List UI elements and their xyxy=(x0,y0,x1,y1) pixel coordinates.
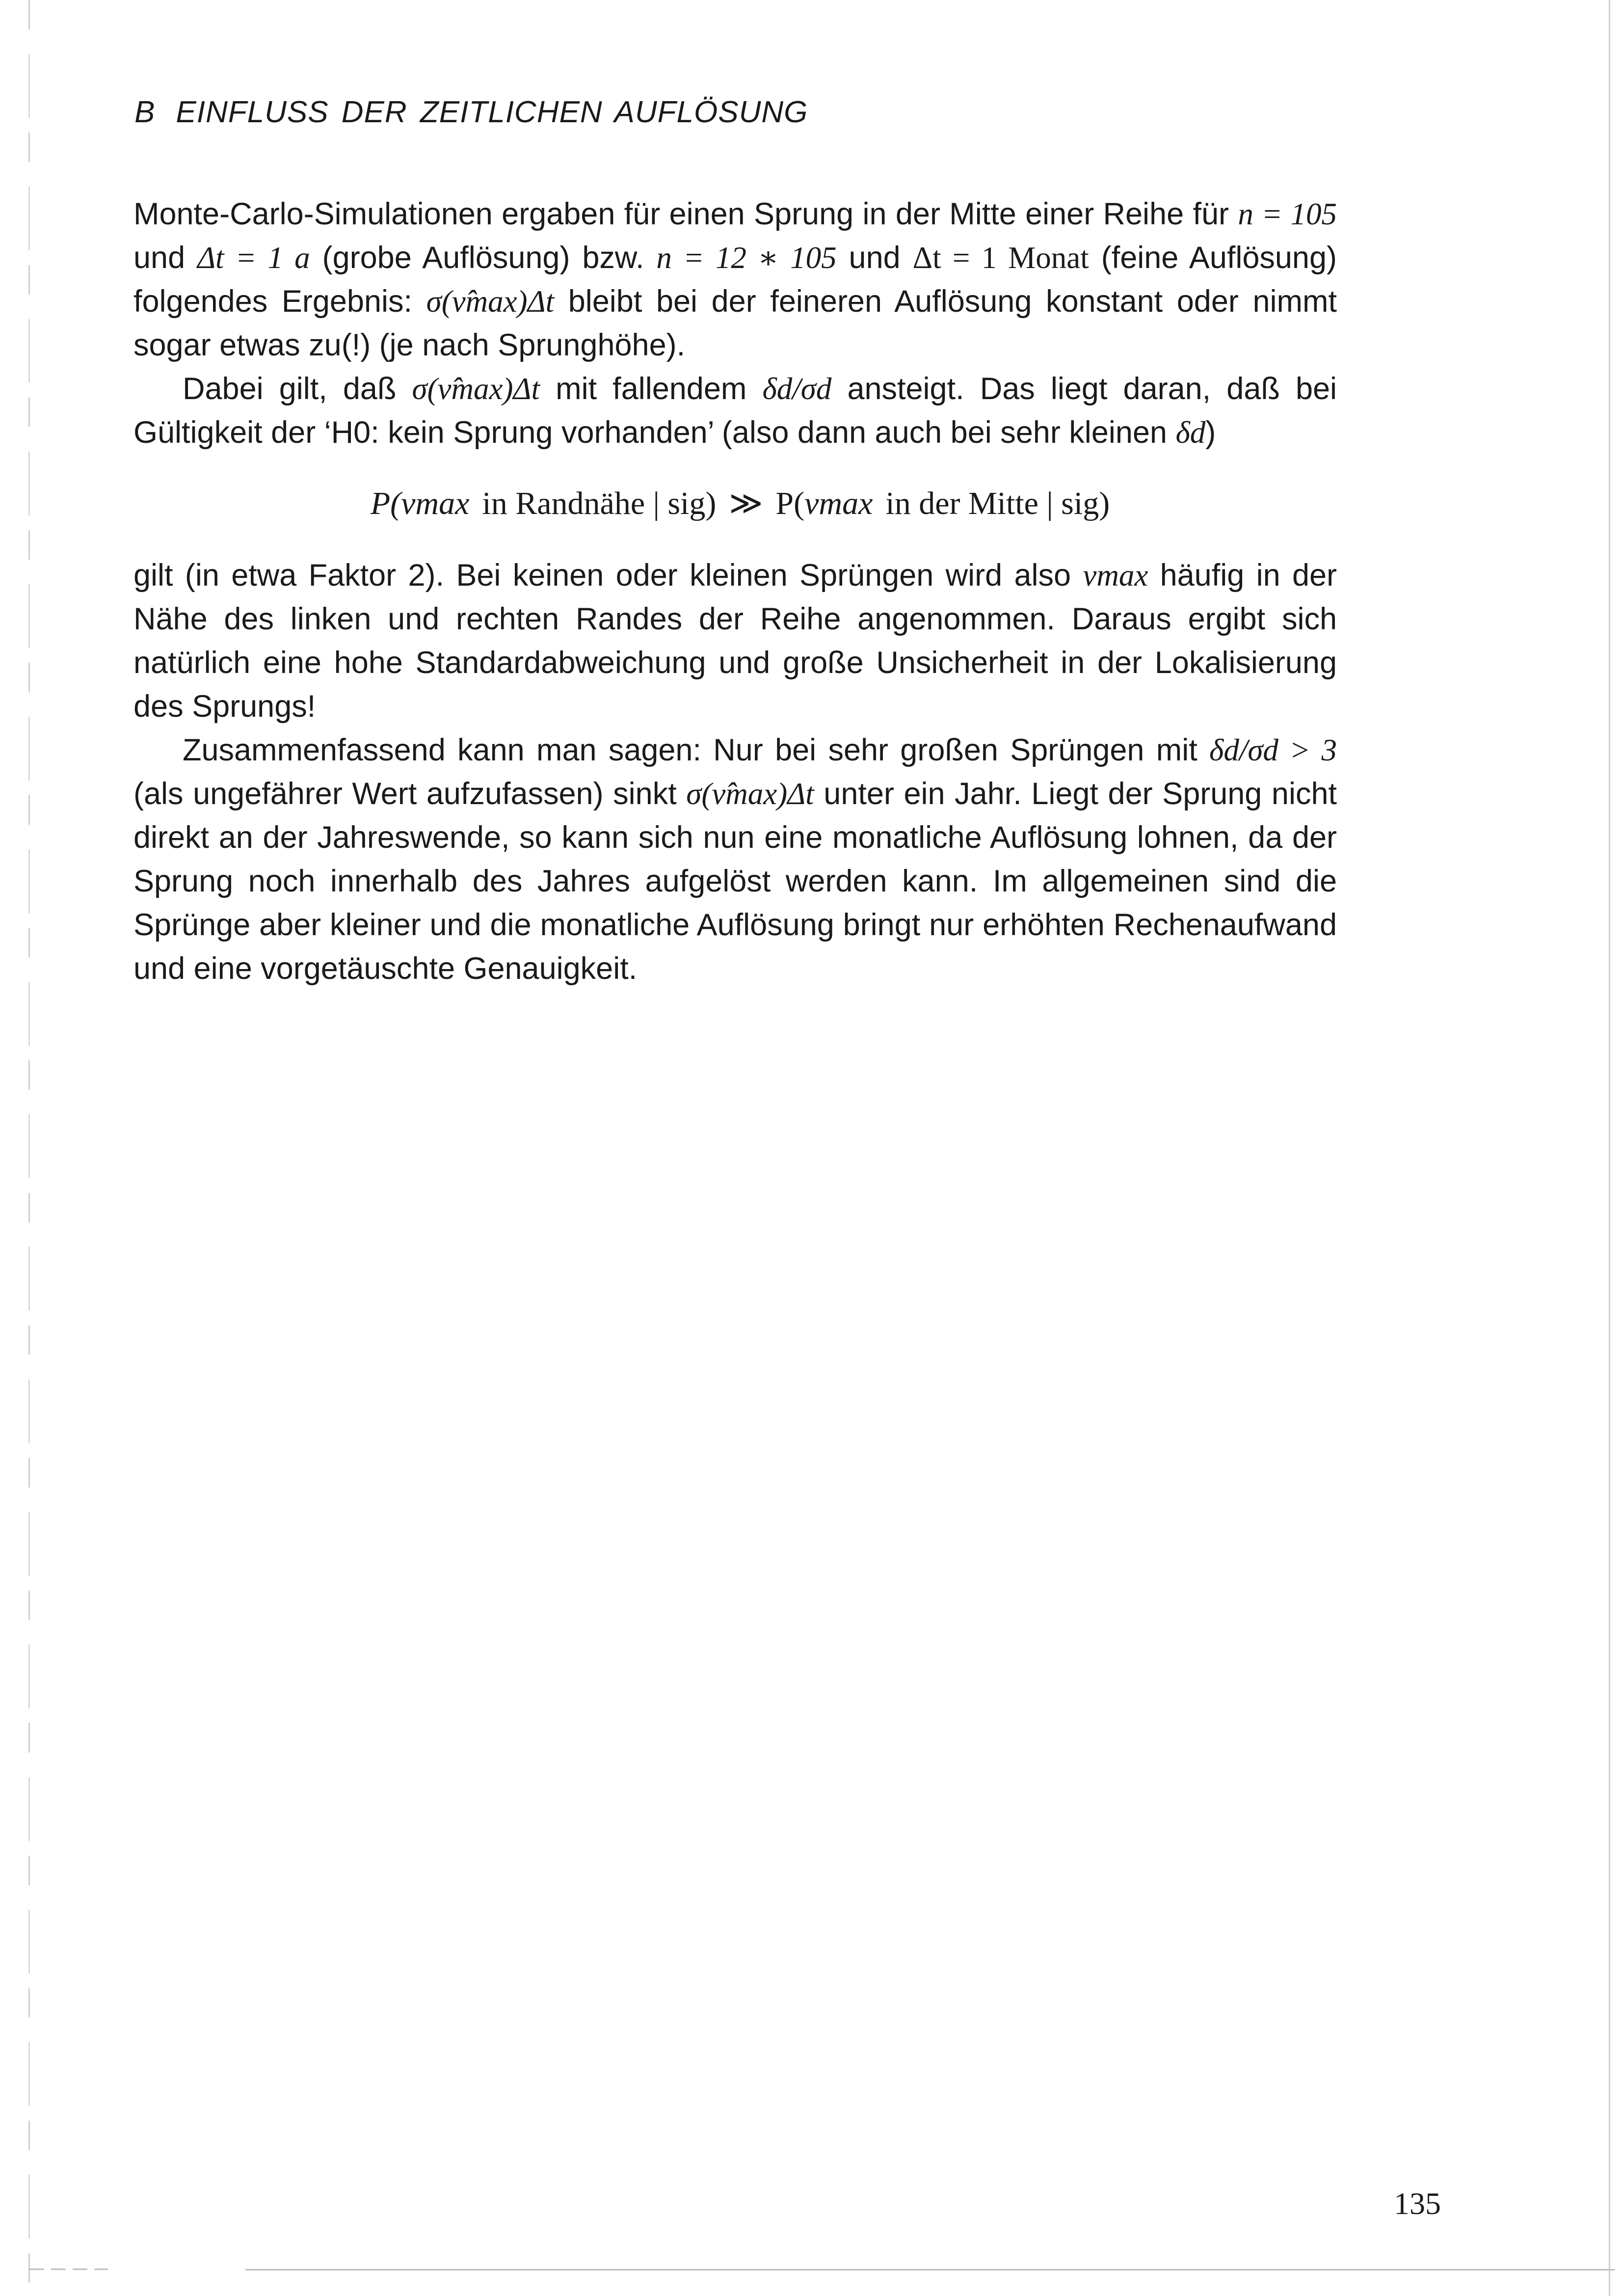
p1-math-sigma: σ(ν̂max)Δt xyxy=(426,284,555,319)
display-equation xyxy=(133,482,1337,525)
p2-text-1: Dabei gilt, daß xyxy=(183,372,412,406)
p4-text-3: unter ein Jahr. Liegt der Sprung nicht direkt an der Jahreswende, so kann sich nun eine monatliche Auflösung lohnen, da der Sprung noch innerhalb des Jahres aufgelöst werden kann. Im allgemeinen sind die Sprünge aber kleiner und die monatliche Auflösung bringt nur erhöhten Rechenaufwand und eine vorgetäuschte Genauigkeit. xyxy=(133,777,1337,986)
p2-math-delta-d: δd xyxy=(1175,415,1206,450)
running-header xyxy=(134,95,808,130)
scan-edge-left xyxy=(28,0,30,2296)
eq-rhs-func: P( xyxy=(775,486,805,521)
paragraph-4 xyxy=(133,729,1337,991)
scan-edge-right xyxy=(1609,0,1610,2296)
eq-lhs-var: νmax xyxy=(401,486,470,521)
p4-math-sigma: σ(ν̂max)Δt xyxy=(686,777,814,811)
p1-math-n-105: n = 105 xyxy=(1238,197,1337,231)
p1-text-5: (feine Auflösung) folgendes Ergebnis: xyxy=(133,241,1337,319)
p1-text-6: bleibt bei der feineren Auflösung konstant oder nimmt sogar etwas zu(!) (je nach Sprunghöhe). xyxy=(133,284,1337,362)
body-text xyxy=(133,192,1337,991)
p1-math-dt-1-monat: Δt = 1 Monat xyxy=(912,241,1089,275)
paragraph-3 xyxy=(133,554,1337,729)
paragraph-2 xyxy=(133,367,1337,455)
paragraph-1 xyxy=(133,192,1337,367)
eq-lhs-text: in Randnähe | sig) xyxy=(482,486,717,521)
eq-relation: ≫ xyxy=(729,486,763,521)
p4-math-condition: δd/σd > 3 xyxy=(1209,733,1337,767)
p3-math-nu-max: νmax xyxy=(1083,558,1148,593)
p1-text-3: (grobe Auflösung) bzw. xyxy=(310,241,657,275)
scan-edge-bottom-left xyxy=(29,2269,108,2270)
p2-text-4: ) xyxy=(1205,415,1216,450)
section-letter: B xyxy=(134,95,156,129)
eq-rhs-var: νmax xyxy=(804,486,873,521)
eq-lhs-func: P( xyxy=(370,486,401,521)
section-title: EINFLUSS DER ZEITLICHEN AUFLÖSUNG xyxy=(176,95,808,129)
p4-text-1: Zusammenfassend kann man sagen: Nur bei sehr großen Sprüngen mit xyxy=(183,733,1210,767)
p2-text-2: mit fallendem xyxy=(539,372,763,406)
p2-math-ratio: δd/σd xyxy=(762,372,832,406)
p2-math-sigma: σ(ν̂max)Δt xyxy=(412,372,540,406)
eq-rhs-text: in der Mitte | sig) xyxy=(885,486,1110,521)
scan-edge-bottom xyxy=(245,2269,1615,2270)
p1-text-2: und xyxy=(133,241,198,275)
p1-text-1: Monte-Carlo-Simulationen ergaben für einen Sprung in der Mitte einer Reihe für xyxy=(133,197,1238,231)
p2-text-3: ansteigt. Das liegt daran, daß bei Gültigkeit der ‘H0: kein Sprung vorhanden’ (also dann auch bei sehr kleinen xyxy=(133,372,1337,450)
p3-text-2: häufig in der Nähe des linken und rechten Randes der Reihe angenommen. Daraus ergibt sich natürlich eine hohe Standardabweichung und große Unsicherheit in der Lokalisierung des Sprungs! xyxy=(133,558,1337,724)
page-number: 135 xyxy=(1394,2186,1441,2221)
p4-text-2: (als ungefährer Wert aufzufassen) sinkt xyxy=(133,777,687,811)
p1-math-n-12x105: n = 12 ∗ 105 xyxy=(656,241,837,275)
p3-text-1: gilt (in etwa Faktor 2). Bei keinen oder kleinen Sprüngen wird also xyxy=(133,558,1083,593)
p1-math-dt-1a: Δt = 1 a xyxy=(197,241,310,275)
p1-text-4: und xyxy=(836,241,913,275)
